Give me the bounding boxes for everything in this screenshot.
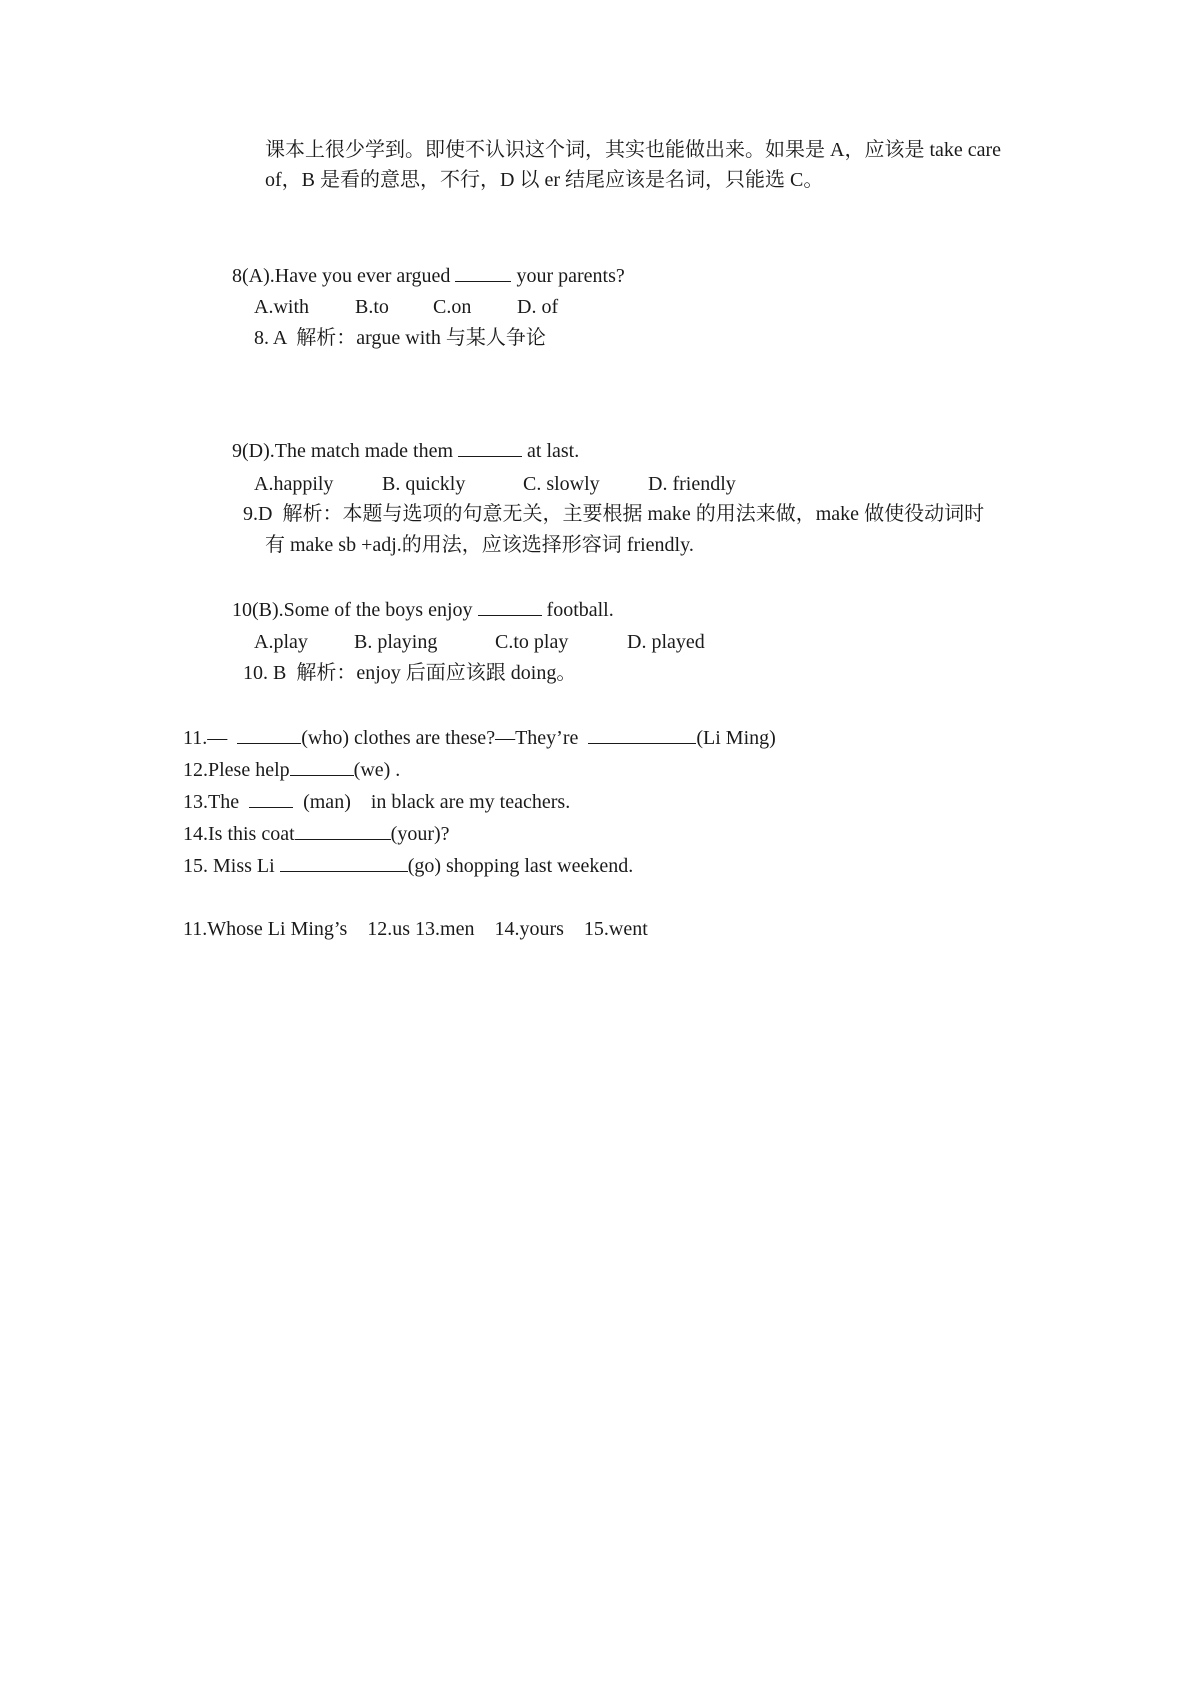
question-9-option-a: A.happily [254, 473, 334, 495]
question-8-stem [232, 262, 625, 290]
question-13-end: (man) in black are my teachers. [293, 791, 571, 813]
question-10-option-c: C.to play [495, 631, 569, 653]
question-8-blank [455, 263, 511, 282]
question-11-middle: (who) clothes are these?—They’re [301, 727, 589, 749]
question-10-blank [478, 597, 542, 616]
question-12 [183, 756, 400, 784]
question-9-answer-line-1: 9.D 解析：本题与选项的句意无关，主要根据 make 的用法来做，make 做使役动词时 [243, 503, 985, 525]
question-13-start: 13.The [183, 791, 250, 813]
prev-explanation-line-2: of，B 是看的意思，不行，D 以 er 结尾应该是名词，只能选 C。 [265, 169, 824, 191]
question-15-start: 15. Miss Li [183, 855, 280, 877]
question-9-option-b: B. quickly [382, 473, 466, 495]
question-10-option-d: D. played [627, 631, 705, 653]
question-15 [183, 852, 633, 880]
question-12-start: 12.Plese help [183, 759, 290, 781]
question-8-answer: 8. A 解析：argue with 与某人争论 [254, 327, 546, 349]
question-10-stem [232, 596, 614, 624]
question-12-blank [290, 757, 354, 776]
question-14-start: 14.Is this coat [183, 823, 295, 845]
question-10-stem-end: football. [541, 599, 614, 621]
question-8-stem-end: your parents? [511, 265, 625, 287]
question-13-blank [249, 789, 293, 808]
question-8-option-b: B.to [355, 296, 389, 318]
question-15-end: (go) shopping last weekend. [407, 855, 634, 877]
question-10-option-a: A.play [254, 631, 308, 653]
question-10-answer: 10. B 解析：enjoy 后面应该跟 doing。 [243, 662, 577, 684]
question-8-option-c: C.on [433, 296, 472, 318]
question-11-blank-1 [237, 725, 301, 744]
question-9-option-c: C. slowly [523, 473, 600, 495]
question-8-option-d: D. of [517, 296, 559, 318]
question-14-end: (your)? [390, 823, 450, 845]
question-15-blank [280, 853, 408, 872]
question-11-number: 11.— [183, 727, 238, 749]
question-13 [183, 788, 570, 816]
question-10-option-b: B. playing [354, 631, 438, 653]
question-11-end: (Li Ming) [696, 727, 776, 749]
question-9-option-d: D. friendly [648, 473, 736, 495]
question-9-stem-end: at last. [522, 440, 580, 462]
prev-explanation-line-1: 课本上很少学到。即使不认识这个词，其实也能做出来。如果是 A，应该是 take care [265, 139, 1002, 161]
question-9-stem-start: 9(D).The match made them [232, 440, 459, 462]
question-8-option-a: A.with [254, 296, 309, 318]
fill-answers: 11.Whose Li Ming’s 12.us 13.men 14.yours 15.went [183, 918, 648, 940]
question-14-blank [295, 821, 391, 840]
question-12-end: (we) . [353, 759, 401, 781]
question-11 [183, 724, 776, 752]
question-9-answer-line-2: 有 make sb +adj.的用法，应该选择形容词 friendly. [265, 534, 694, 556]
question-9-blank [458, 438, 522, 457]
question-11-blank-2 [588, 725, 696, 744]
question-9-stem [232, 437, 579, 465]
question-14 [183, 820, 450, 848]
question-8-stem-start: 8(A).Have you ever argued [232, 265, 456, 287]
question-10-stem-start: 10(B).Some of the boys enjoy [232, 599, 478, 621]
